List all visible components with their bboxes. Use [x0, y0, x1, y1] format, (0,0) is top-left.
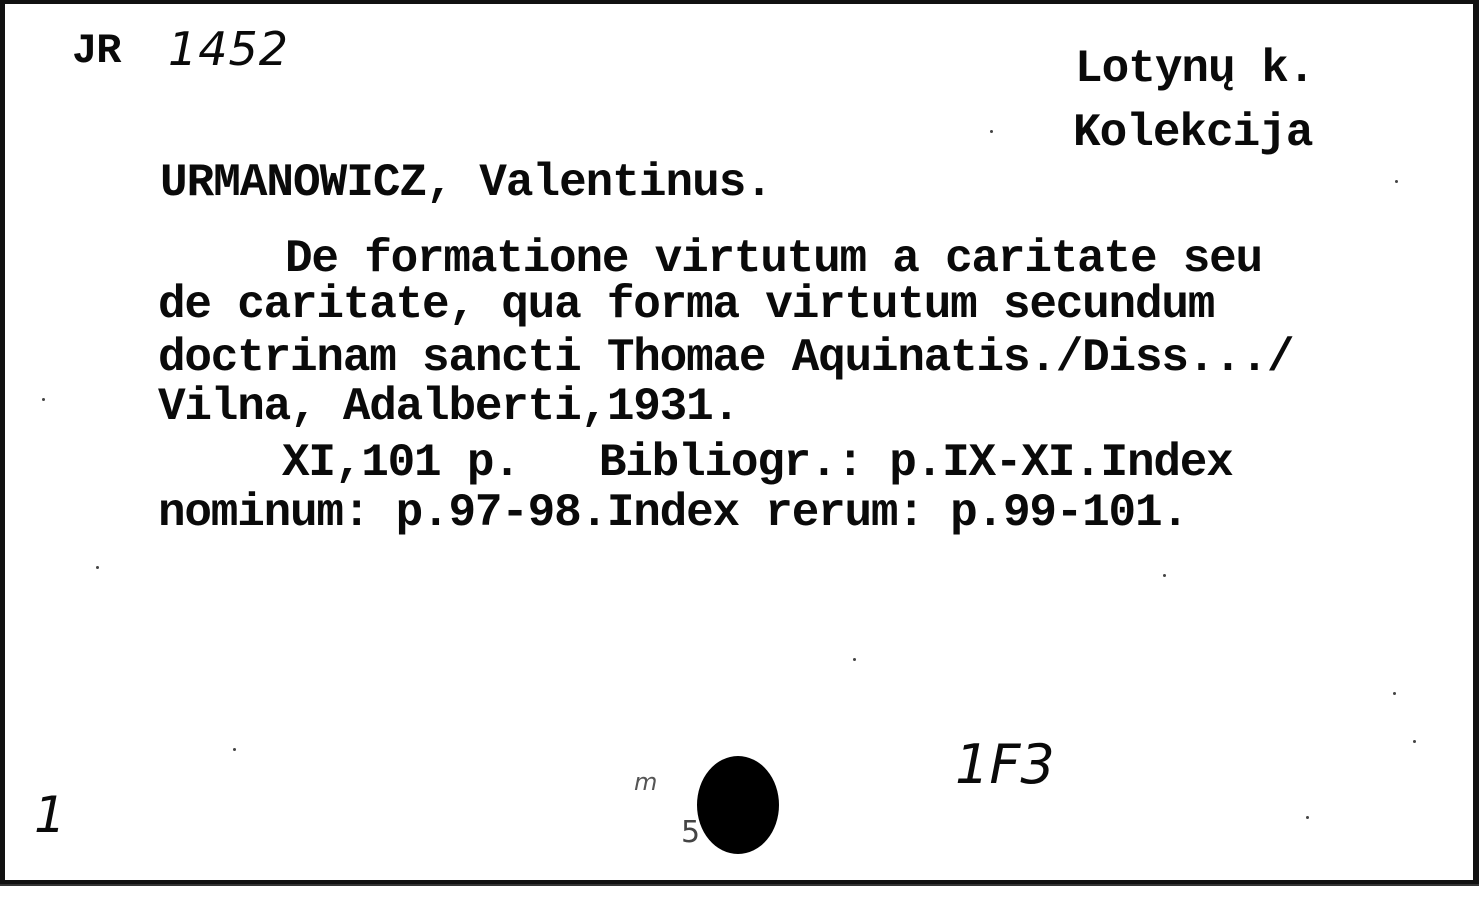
title-line-3: doctrinam sancti Thomae Aquinatis./Diss.../ [158, 332, 1294, 384]
description-line-1: XI,101 p. Bibliogr.: p.IX-XI.Index [282, 437, 1233, 489]
handwritten-mark-small: m [634, 768, 658, 796]
card-border-right [1473, 0, 1479, 898]
title-line-2: de caritate, qua forma virtutum secundum [158, 279, 1215, 331]
handwritten-number-small: 5 [681, 815, 701, 850]
scan-speck [96, 566, 99, 569]
card-border-left [0, 0, 5, 898]
handwritten-mark-left: 1 [34, 786, 66, 844]
call-number-prefix: JR [72, 27, 121, 75]
language-label: Lotynų k. [1075, 43, 1315, 95]
card-border-top [0, 0, 1479, 4]
title-line-1: De formatione virtutum a caritate seu [285, 233, 1262, 285]
handwritten-mark-right: 1F3 [955, 733, 1055, 796]
title-line-4: Vilna, Adalberti,1931. [158, 381, 739, 433]
scan-speck [1395, 180, 1398, 183]
call-number-handwritten: 1452 [168, 22, 290, 76]
punch-hole [697, 756, 779, 854]
scan-speck [990, 130, 993, 133]
card-edge-bottom [0, 884, 1479, 898]
scan-speck [853, 658, 856, 661]
scan-speck [1163, 574, 1166, 577]
scan-speck [1413, 740, 1416, 743]
scan-speck [1306, 816, 1309, 819]
scan-speck [1393, 692, 1396, 695]
scan-speck [233, 748, 236, 751]
scan-speck [42, 398, 45, 401]
author-heading: URMANOWICZ, Valentinus. [160, 157, 772, 209]
description-line-2: nominum: p.97-98.Index rerum: p.99-101. [158, 487, 1188, 539]
collection-label: Kolekcija [1073, 107, 1313, 159]
